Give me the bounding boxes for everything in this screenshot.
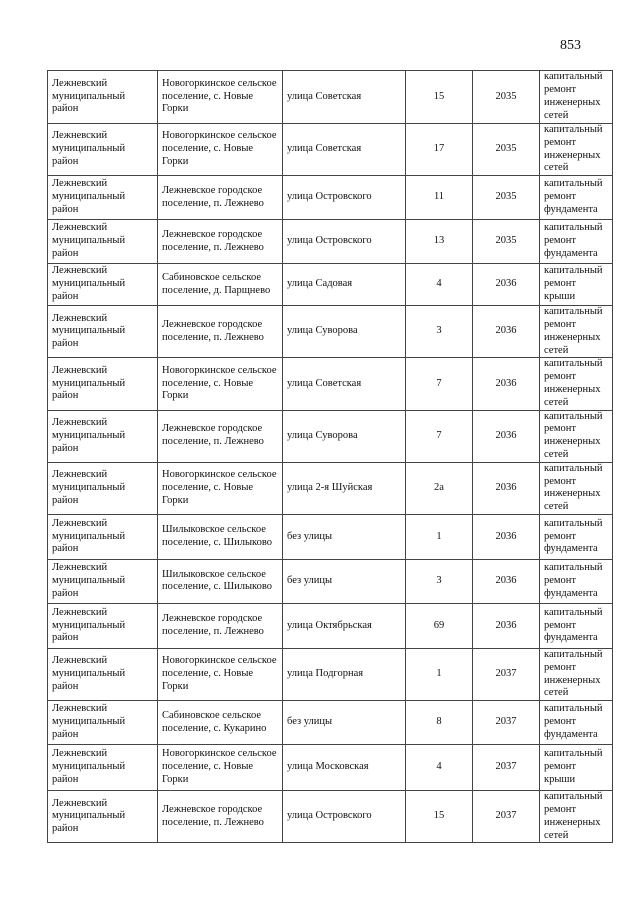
table-row: [48, 462, 613, 514]
year-cell: 2037: [473, 745, 540, 791]
settlement-cell: Новогоркинское сельское поселение, с. Новые Горки: [158, 745, 283, 791]
year-cell: 2036: [473, 462, 540, 514]
district-cell: Лежневский муниципальный район: [48, 701, 158, 745]
settlement-cell: Новогоркинское сельское поселение, с. Новые Горки: [158, 71, 283, 124]
table-row: [48, 176, 613, 220]
housing-repair-table: [47, 70, 613, 843]
table-row: [48, 648, 613, 700]
work-type-cell: капитальный ремонт фундамента: [540, 514, 613, 559]
district-cell: Лежневский муниципальный район: [48, 514, 158, 559]
district-cell: Лежневский муниципальный район: [48, 264, 158, 306]
settlement-cell: Сабиновское сельское поселение, д. Парщнево: [158, 264, 283, 306]
street-cell: улица Подгорная: [283, 648, 406, 700]
district-cell: Лежневский муниципальный район: [48, 559, 158, 603]
year-cell: 2036: [473, 514, 540, 559]
work-type-cell: капитальный ремонт фундамента: [540, 559, 613, 603]
street-cell: улица Советская: [283, 71, 406, 124]
district-cell: Лежневский муниципальный район: [48, 745, 158, 791]
house-number-cell: 11: [406, 176, 473, 220]
year-cell: 2037: [473, 701, 540, 745]
work-type-cell: капитальный ремонт инженерных сетей: [540, 358, 613, 410]
district-cell: Лежневский муниципальный район: [48, 603, 158, 648]
work-type-cell: капитальный ремонт инженерных сетей: [540, 410, 613, 462]
street-cell: без улицы: [283, 559, 406, 603]
house-number-cell: 4: [406, 745, 473, 791]
house-number-cell: 1: [406, 514, 473, 559]
house-number-cell: 4: [406, 264, 473, 306]
district-cell: Лежневский муниципальный район: [48, 176, 158, 220]
street-cell: улица Советская: [283, 124, 406, 176]
table-row: [48, 306, 613, 358]
settlement-cell: Новогоркинское сельское поселение, с. Новые Горки: [158, 462, 283, 514]
year-cell: 2036: [473, 358, 540, 410]
settlement-cell: Сабиновское сельское поселение, с. Кукарино: [158, 701, 283, 745]
house-number-cell: 1: [406, 648, 473, 700]
year-cell: 2035: [473, 220, 540, 264]
table-row: [48, 745, 613, 791]
house-number-cell: 15: [406, 71, 473, 124]
house-number-cell: 17: [406, 124, 473, 176]
year-cell: 2036: [473, 264, 540, 306]
settlement-cell: Новогоркинское сельское поселение, с. Новые Горки: [158, 358, 283, 410]
year-cell: 2035: [473, 124, 540, 176]
street-cell: улица Садовая: [283, 264, 406, 306]
work-type-cell: капитальный ремонт инженерных сетей: [540, 462, 613, 514]
table-row: [48, 410, 613, 462]
street-cell: улица Островского: [283, 176, 406, 220]
street-cell: улица Суворова: [283, 306, 406, 358]
district-cell: Лежневский муниципальный район: [48, 648, 158, 700]
house-number-cell: 7: [406, 358, 473, 410]
settlement-cell: Лежневское городское поселение, п. Лежнево: [158, 220, 283, 264]
house-number-cell: 2а: [406, 462, 473, 514]
settlement-cell: Новогоркинское сельское поселение, с. Новые Горки: [158, 648, 283, 700]
street-cell: улица Советская: [283, 358, 406, 410]
district-cell: Лежневский муниципальный район: [48, 791, 158, 843]
year-cell: 2035: [473, 176, 540, 220]
work-type-cell: капитальный ремонт инженерных сетей: [540, 124, 613, 176]
street-cell: улица Суворова: [283, 410, 406, 462]
district-cell: Лежневский муниципальный район: [48, 358, 158, 410]
table-row: [48, 559, 613, 603]
work-type-cell: капитальный ремонт фундамента: [540, 603, 613, 648]
house-number-cell: 13: [406, 220, 473, 264]
house-number-cell: 3: [406, 559, 473, 603]
work-type-cell: капитальный ремонт инженерных сетей: [540, 648, 613, 700]
year-cell: 2036: [473, 559, 540, 603]
settlement-cell: Шилыковское сельское поселение, с. Шилыково: [158, 559, 283, 603]
settlement-cell: Новогоркинское сельское поселение, с. Новые Горки: [158, 124, 283, 176]
district-cell: Лежневский муниципальный район: [48, 220, 158, 264]
table-row: [48, 791, 613, 843]
house-number-cell: 69: [406, 603, 473, 648]
table-row: [48, 701, 613, 745]
district-cell: Лежневский муниципальный район: [48, 124, 158, 176]
settlement-cell: Лежневское городское поселение, п. Лежнево: [158, 306, 283, 358]
settlement-cell: Лежневское городское поселение, п. Лежнево: [158, 410, 283, 462]
street-cell: без улицы: [283, 701, 406, 745]
street-cell: улица Московская: [283, 745, 406, 791]
district-cell: Лежневский муниципальный район: [48, 71, 158, 124]
table-row: [48, 603, 613, 648]
table-row: [48, 264, 613, 306]
work-type-cell: капитальный ремонт фундамента: [540, 701, 613, 745]
street-cell: улица Островского: [283, 220, 406, 264]
street-cell: улица Островского: [283, 791, 406, 843]
year-cell: 2036: [473, 603, 540, 648]
house-number-cell: 7: [406, 410, 473, 462]
year-cell: 2037: [473, 791, 540, 843]
year-cell: 2036: [473, 410, 540, 462]
work-type-cell: капитальный ремонт инженерных сетей: [540, 306, 613, 358]
year-cell: 2037: [473, 648, 540, 700]
work-type-cell: капитальный ремонт фундамента: [540, 176, 613, 220]
table-row: [48, 514, 613, 559]
table-row: [48, 358, 613, 410]
work-type-cell: капитальный ремонт крыши: [540, 745, 613, 791]
house-number-cell: 8: [406, 701, 473, 745]
house-number-cell: 15: [406, 791, 473, 843]
district-cell: Лежневский муниципальный район: [48, 306, 158, 358]
table-row: [48, 124, 613, 176]
settlement-cell: Лежневское городское поселение, п. Лежнево: [158, 176, 283, 220]
work-type-cell: капитальный ремонт инженерных сетей: [540, 791, 613, 843]
work-type-cell: капитальный ремонт фундамента: [540, 220, 613, 264]
work-type-cell: капитальный ремонт инженерных сетей: [540, 71, 613, 124]
street-cell: улица Октябрьская: [283, 603, 406, 648]
table-row: [48, 220, 613, 264]
district-cell: Лежневский муниципальный район: [48, 410, 158, 462]
settlement-cell: Шилыковское сельское поселение, с. Шилыково: [158, 514, 283, 559]
year-cell: 2036: [473, 306, 540, 358]
house-number-cell: 3: [406, 306, 473, 358]
settlement-cell: Лежневское городское поселение, п. Лежнево: [158, 603, 283, 648]
table-row: [48, 71, 613, 124]
year-cell: 2035: [473, 71, 540, 124]
work-type-cell: капитальный ремонт крыши: [540, 264, 613, 306]
street-cell: улица 2-я Шуйская: [283, 462, 406, 514]
street-cell: без улицы: [283, 514, 406, 559]
district-cell: Лежневский муниципальный район: [48, 462, 158, 514]
page-number: 853: [560, 38, 581, 53]
settlement-cell: Лежневское городское поселение, п. Лежнево: [158, 791, 283, 843]
